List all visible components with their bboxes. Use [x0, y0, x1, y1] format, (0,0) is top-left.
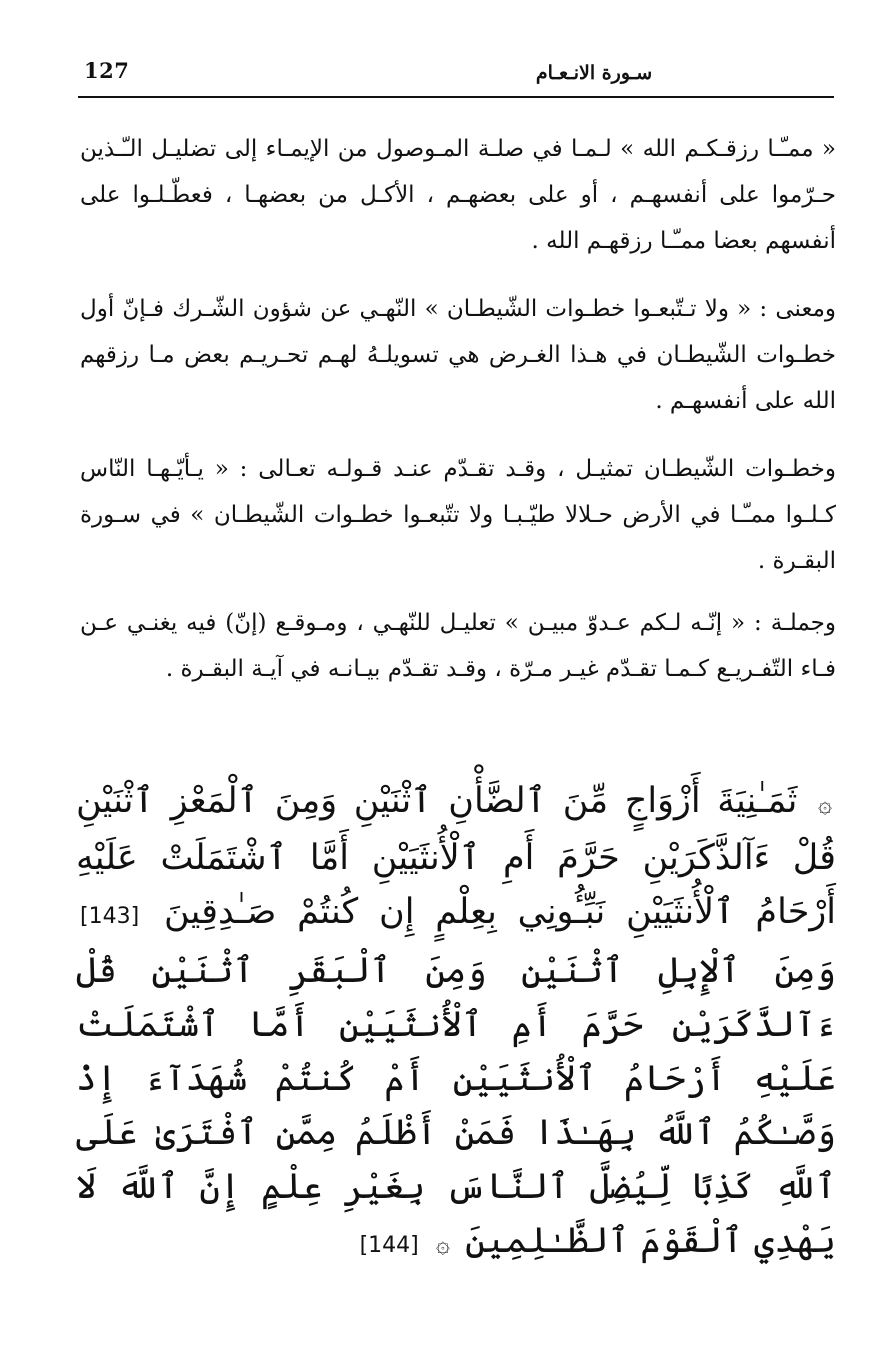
verse-number-144: [144] [359, 1233, 419, 1258]
page-number: 127 [84, 58, 130, 83]
verse-number-143: [143] [80, 904, 140, 929]
commentary-paragraph-4: وجملـة : « إنّـه لـكم عـدوّ مبيـن » تعليـل للنّهـي ، ومـوقـع (إنّ) فيه يغنـي عـن فـاء التّفـريـع كـمـا تقـدّم غيـر مـرّة ، وقـد تقـدّم بيـانـه في آيـة البقـرة . [80, 610, 836, 682]
verse-open-ornament: ۞ [817, 790, 832, 818]
header-rule [78, 96, 834, 98]
verse-144-text: وَمِنَ ٱلْإِبِلِ ٱثْنَيْنِ وَمِنَ ٱلْبَقَرِ ٱثْنَيْنِ قُلْ ءَآلذَّكَرَيْنِ حَرَّمَ أَمِ ٱلْأُنثَيَيْنِ أَمَّا ٱشْتَمَلَتْ عَلَيْهِ أَرْحَامُ ٱلْأُنثَيَيْنِ أَمْ كُنتُمْ شُهَدَآءَ إِذْ وَصَّـٰكُمُ ٱللَّهُ بِهَـٰذَا فَمَنْ أَظْلَمُ مِمَّنِ ٱفْتَرَىٰ عَلَى ٱللَّهِ كَذِبًا لِّيُضِلَّ ٱلنَّاسَ بِغَيْرِ عِلْمٍ إِنَّ ٱللَّهَ لَا يَهْدِي ٱلْقَوْمَ ٱلظَّـٰلِمِينَ [76, 951, 836, 1261]
commentary-paragraph-2: ومعنى : « ولا تـتّبعـوا خطـوات الشّيطـان » النّهـي عن شؤون الشّـرك فـإنّ أول خطـوات الشّيطـان في هـذا الغـرض هي تسويلـهُ لهـم تحـريـم بعض مـا رزقهم الله على أنفسهـم . [80, 296, 836, 414]
quran-verse-block [76, 774, 836, 1273]
verse-143-text: ثَمَـٰنِيَةَ أَزْوَاجٍ مِّنَ ٱلضَّأْنِ ٱثْنَيْنِ وَمِنَ ٱلْمَعْزِ ٱثْنَيْنِ قُلْ ءَآلذَّكَرَيْنِ حَرَّمَ أَمِ ٱلْأُنثَيَيْنِ أَمَّا ٱشْتَمَلَتْ عَلَيْهِ أَرْحَامُ ٱلْأُنثَيَيْنِ نَبِّـُٔونِي بِعِلْمٍ إِن كُنتُمْ صَـٰدِقِينَ [76, 781, 836, 932]
commentary-paragraph-1: « ممـّـا رزقـكـم الله » لـمـا في صلـة المـوصول من الإيمـاء إلى تضليـل الـّـذين حـرّموا على أنفسهـم ، أو على بعضهـم ، الأكـل من بعضهـا ، فعطّـلـوا على أنفسهم بعضا ممـّـا رزقهـم الله . [80, 136, 836, 254]
surah-title: سـورة الانـعـام [535, 62, 653, 84]
verse-close-ornament: ۞ [435, 1230, 450, 1258]
commentary-paragraph-3: وخطـوات الشّيطـان تمثيـل ، وقـد تقـدّم عنـد قـولـه تعـالى : « يـأيّـهـا النّاس كـلـوا ممـّـا في الأرض حـلالا طيّـبـا ولا تتّبعـوا خطـوات الشّيطـان » في سـورة البقـرة . [80, 456, 836, 574]
